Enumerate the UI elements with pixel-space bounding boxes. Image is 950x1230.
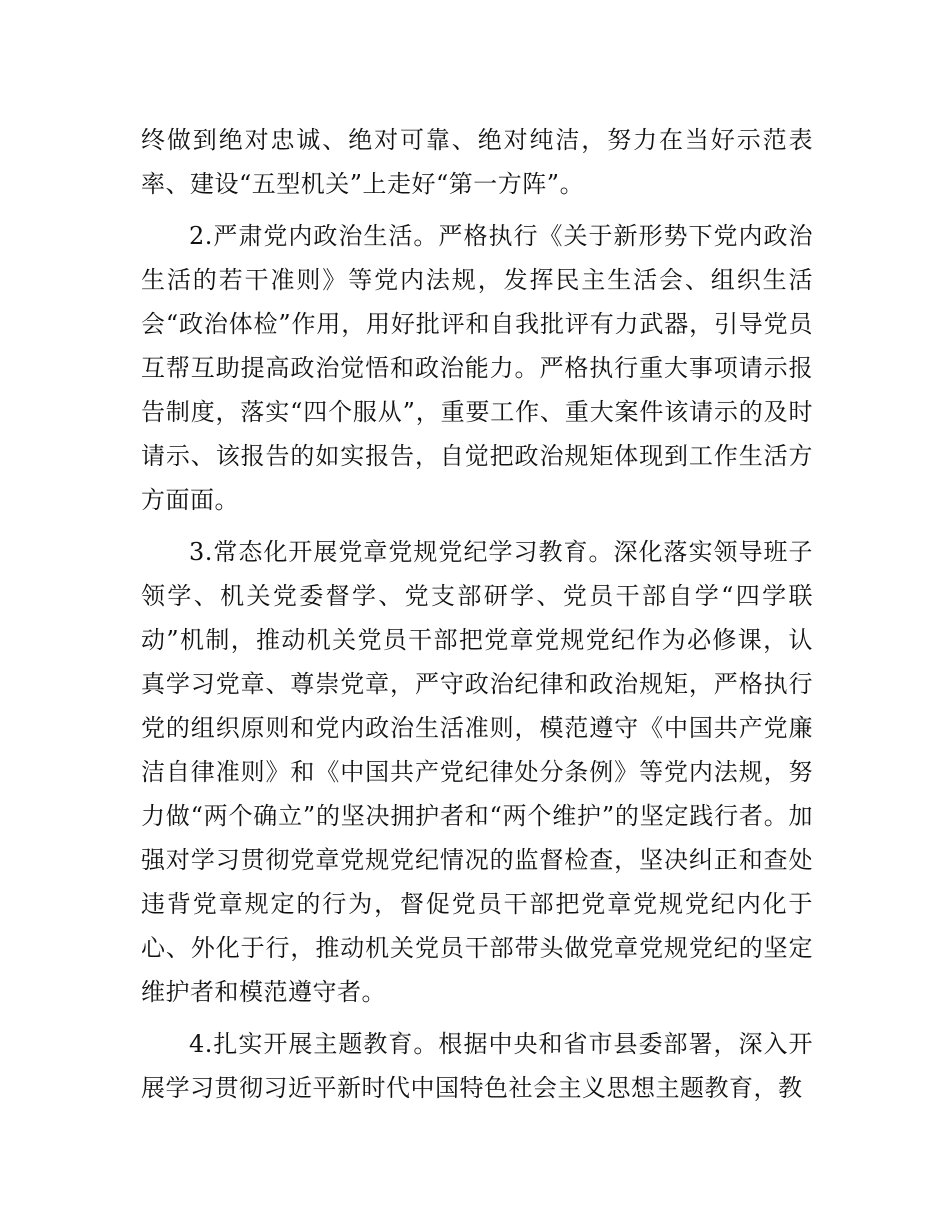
paragraph-item-3: 3.常态化开展党章党规党纪学习教育。深化落实领导班子领学、机关党委督学、党支部研学、党员干部自学“四学联动”机制，推动机关党员干部把党章党规党纪作为必修课，认真学习党章、尊崇党章，严守政治纪律和政治规矩，严格执行党的组织原则和党内政治生活准则，模范遵守《中国共产党廉洁自律准则》和《中国共产党纪律处分条例》等党内法规，努力做“两个确立”的坚决拥护者和“两个维护”的坚定践行者。加强对学习贯彻党章党规党纪情况的监督检查，坚决纠正和查处违背党章规定的行为，督促党员干部把党章党规党纪内化于心、外化于行，推动机关党员干部带头做党章党规党纪的坚定维护者和模范遵守者。 <box>141 538 813 1006</box>
paragraph-item-4: 4.扎实开展主题教育。根据中央和省市县委部署，深入开展学习贯彻习近平新时代中国特色社会主义思想主题教育，教 <box>141 1030 813 1102</box>
document-body <box>141 118 813 1118</box>
paragraph-item-2: 2.严肃党内政治生活。严格执行《关于新形势下党内政治生活的若干准则》等党内法规，发挥民主生活会、组织生活会“政治体检”作用，用好批评和自我批评有力武器，引导党员互帮互助提高政治觉悟和政治能力。严格执行重大事项请示报告制度，落实“四个服从”，重要工作、重大案件该请示的及时请示、该报告的如实报告，自觉把政治规矩体现到工作生活方方面面。 <box>141 222 813 514</box>
paragraph-continuation: 终做到绝对忠诚、绝对可靠、绝对纯洁，努力在当好示范表率、建设“五型机关”上走好“第一方阵”。 <box>141 126 813 198</box>
